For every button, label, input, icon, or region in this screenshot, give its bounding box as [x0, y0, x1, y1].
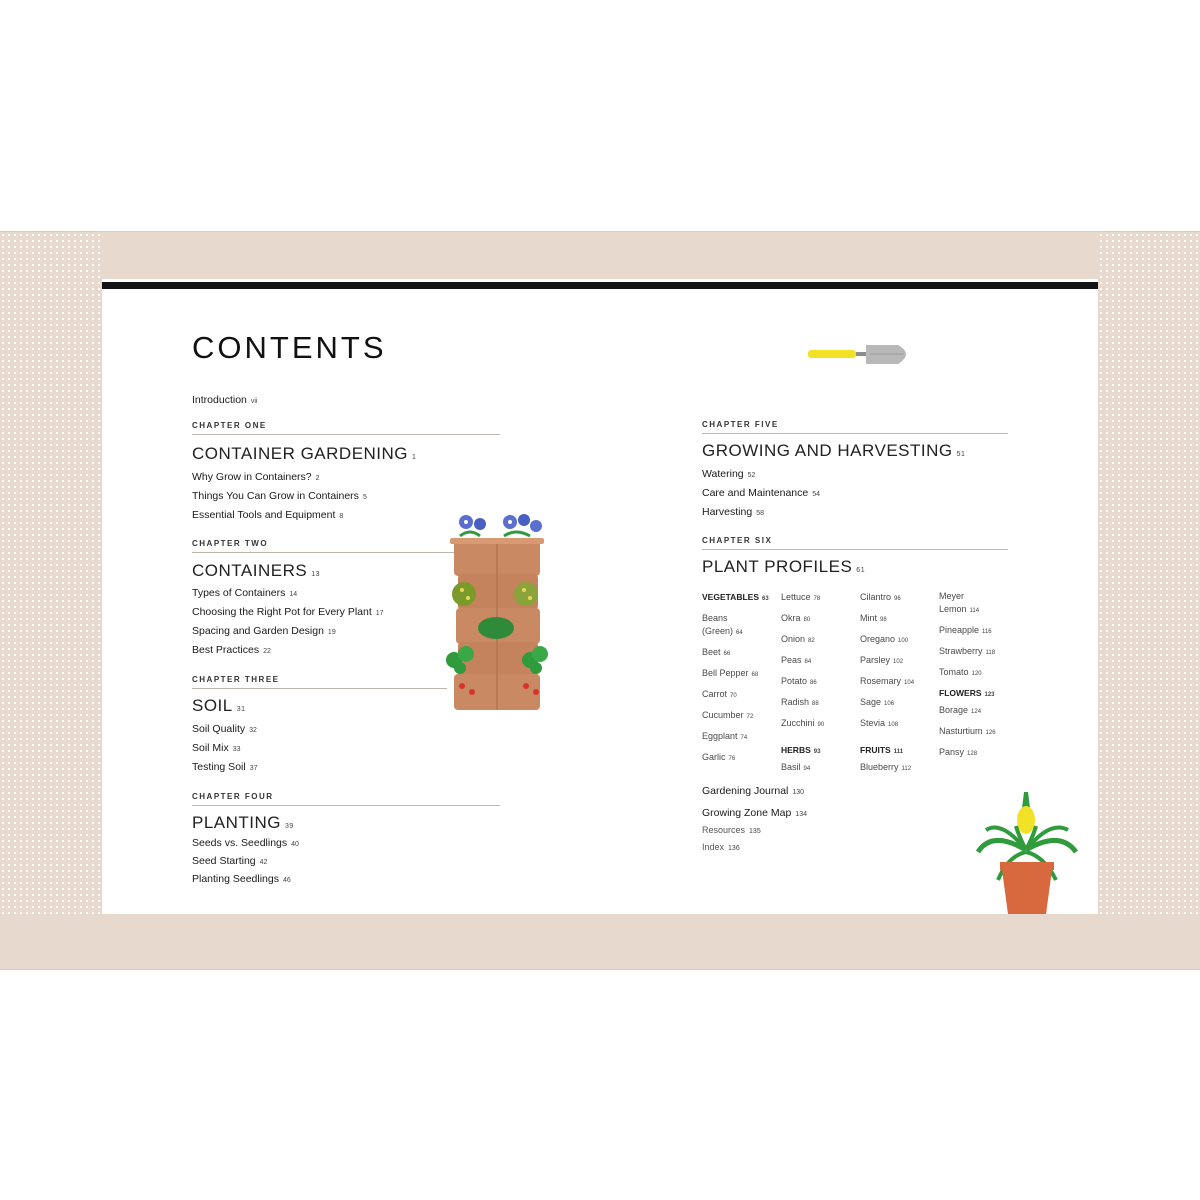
plant-entry[interactable] — [702, 626, 769, 639]
plant-entry[interactable] — [702, 727, 769, 748]
chapter-page: 31 — [236, 706, 246, 713]
entry-label: Pansy — [939, 747, 965, 757]
toc-entry[interactable] — [192, 837, 299, 849]
entry-label: Seed Starting — [192, 855, 256, 867]
chapter-title[interactable] — [192, 813, 294, 833]
entry-label: Index — [702, 842, 725, 852]
chapter-title[interactable] — [702, 557, 865, 577]
entry-page: 134 — [795, 811, 807, 818]
entry-page: 66 — [723, 651, 731, 657]
plant-entry[interactable] — [939, 604, 996, 617]
entry-page: 40 — [291, 841, 299, 848]
chapter-title-text: GROWING AND HARVESTING — [702, 441, 953, 460]
entry-label: Nasturtium — [939, 726, 983, 736]
entry-page: 80 — [803, 617, 811, 623]
entry-label: Peas — [781, 655, 802, 665]
entry-label: Harvesting — [702, 506, 753, 518]
toc-entry[interactable] — [702, 487, 820, 499]
plant-column-3 — [860, 588, 914, 779]
entry-page: 118 — [985, 650, 996, 656]
plant-entry[interactable] — [860, 693, 914, 714]
plant-entry[interactable] — [781, 693, 824, 714]
entry-label: Basil — [781, 762, 801, 772]
entry-page: 64 — [736, 630, 743, 636]
entry-label: Eggplant — [702, 731, 738, 741]
entry-page: 22 — [263, 648, 271, 655]
entry-page: 126 — [985, 730, 996, 736]
plant-entry[interactable] — [702, 643, 769, 664]
entry-page: 123 — [984, 692, 995, 698]
toc-entry[interactable] — [192, 606, 384, 618]
plant-entry[interactable] — [860, 588, 914, 609]
toc-entry[interactable] — [192, 490, 367, 502]
toc-entry[interactable] — [192, 873, 291, 885]
plant-entry[interactable] — [781, 714, 824, 735]
chapter-title-text: SOIL — [192, 696, 233, 715]
entry-page: 52 — [747, 472, 756, 479]
entry-page: 94 — [803, 766, 811, 772]
entry-page: 112 — [901, 766, 912, 772]
flowers-icon — [459, 514, 542, 536]
pineapple-icon — [1017, 792, 1035, 834]
entry-page: 106 — [884, 701, 895, 707]
entry-label: Choosing the Right Pot for Every Plant — [192, 606, 372, 618]
toc-entry[interactable] — [192, 644, 271, 656]
plant-column-4 — [939, 588, 996, 764]
chapter-title-text: PLANTING — [192, 813, 282, 832]
entry-label: Planting Seedlings — [192, 873, 279, 885]
plant-entry[interactable] — [781, 651, 824, 672]
chapter-title[interactable] — [702, 441, 965, 461]
entry-label: Beans — [702, 613, 728, 623]
plant-entry[interactable] — [702, 706, 769, 727]
entry-page: 93 — [813, 749, 821, 755]
entry-label: Beet — [702, 647, 721, 657]
toc-entry[interactable] — [192, 723, 257, 735]
entry-label: Zucchini — [781, 718, 815, 728]
top-band — [0, 232, 1200, 279]
plant-entry[interactable] — [702, 685, 769, 706]
entry-label: Radish — [781, 697, 810, 707]
entry-page: 46 — [282, 877, 291, 884]
chapter-title[interactable] — [192, 444, 416, 464]
entry-label: HERBS — [781, 745, 811, 755]
plant-entry[interactable] — [860, 714, 914, 735]
entry-label: Best Practices — [192, 644, 260, 656]
entry-page: 130 — [792, 789, 805, 796]
entry-label: Lettuce — [781, 592, 811, 602]
chapter-rule — [192, 805, 500, 806]
entry-label: Care and Maintenance — [702, 487, 809, 499]
chapter-page: 39 — [285, 823, 294, 830]
entry-page: 124 — [971, 709, 982, 715]
entry-label: Soil Quality — [192, 723, 246, 735]
terracotta-pot-icon — [1000, 862, 1054, 914]
entry-label: (Green) — [702, 626, 734, 636]
plant-column-2 — [781, 588, 824, 779]
plant-entry[interactable] — [860, 672, 914, 693]
entry-page: 2 — [315, 475, 320, 482]
entry-page: 84 — [804, 659, 812, 665]
chapter-page: 61 — [856, 567, 866, 574]
toc-entry[interactable] — [702, 506, 764, 518]
entry-label: Soil Mix — [192, 742, 229, 754]
entry-label: Watering — [702, 468, 744, 480]
entry-page: 104 — [904, 680, 915, 686]
backmatter-entry[interactable] — [702, 842, 740, 852]
plant-entry[interactable] — [939, 722, 996, 743]
entry-label: Cucumber — [702, 710, 744, 720]
garden-trowel-icon — [806, 342, 914, 368]
entry-label: Onion — [781, 634, 806, 644]
entry-page: 72 — [746, 714, 754, 720]
chapter-label: CHAPTER FIVE — [702, 420, 779, 429]
entry-page: 5 — [362, 494, 367, 501]
entry-label: Oregano — [860, 634, 896, 644]
entry-label: Strawberry — [939, 646, 983, 656]
plant-entry[interactable] — [860, 609, 914, 630]
chapter-page: 51 — [956, 451, 966, 458]
entry-label: Stevia — [860, 718, 886, 728]
chapter-label: CHAPTER TWO — [192, 539, 269, 548]
entry-page: 86 — [810, 680, 817, 686]
contents-title: CONTENTS — [192, 330, 387, 365]
entry-page: 32 — [249, 727, 257, 734]
entry-page: 135 — [749, 828, 761, 835]
entry-label: Why Grow in Containers? — [192, 471, 312, 483]
entry-label: VEGETABLES — [702, 592, 759, 602]
chapter-label: CHAPTER ONE — [192, 421, 267, 430]
entry-label: Tomato — [939, 667, 969, 677]
entry-page: 108 — [888, 722, 899, 728]
entry-page: 120 — [971, 671, 982, 677]
entry-page: 33 — [232, 746, 241, 753]
entry-label: FLOWERS — [939, 688, 982, 698]
entry-page: 54 — [812, 491, 821, 498]
bottom-band — [0, 914, 1200, 969]
chapter-page: 1 — [412, 454, 417, 461]
chapter-title-text: PLANT PROFILES — [702, 557, 853, 576]
entry-page: 111 — [893, 749, 904, 755]
entry-page: 37 — [249, 765, 258, 772]
entry-label: Okra — [781, 613, 801, 623]
plant-entry[interactable] — [781, 672, 824, 693]
entry-label: Mint — [860, 613, 878, 623]
entry-page: 136 — [728, 845, 740, 852]
toc-entry[interactable] — [192, 742, 241, 754]
chapter-title-text: CONTAINER GARDENING — [192, 444, 409, 463]
entry-page: 96 — [894, 596, 901, 602]
entry-page: 128 — [967, 751, 978, 757]
entry-label: Growing Zone Map — [702, 807, 792, 819]
chapter-rule — [702, 433, 1008, 434]
entry-page: 70 — [730, 693, 737, 699]
entry-label: Borage — [939, 705, 969, 715]
entry-label: Parsley — [860, 655, 891, 665]
entry-page: 76 — [728, 756, 736, 762]
toc-entry[interactable] — [702, 468, 755, 480]
entry-page: 19 — [327, 629, 336, 636]
backmatter-entry[interactable] — [702, 807, 807, 819]
toc-entry[interactable] — [192, 471, 320, 483]
plant-entry[interactable] — [702, 748, 769, 769]
plant-entry[interactable] — [860, 758, 914, 779]
plant-entry[interactable] — [781, 630, 824, 651]
plant-entry[interactable] — [702, 588, 769, 609]
chapter-label: CHAPTER FOUR — [192, 792, 274, 801]
entry-label: Things You Can Grow in Containers — [192, 490, 359, 502]
entry-page: 17 — [375, 610, 384, 617]
chapter-title-text: CONTAINERS — [192, 561, 308, 580]
left-dotted-margin — [0, 232, 102, 969]
entry-label: Garlic — [702, 752, 726, 762]
chapter-label: CHAPTER SIX — [702, 536, 773, 545]
entry-page: 116 — [982, 629, 992, 635]
toc-entry[interactable] — [192, 855, 267, 867]
toc-entry[interactable] — [192, 509, 343, 521]
toc-entry[interactable] — [192, 625, 336, 637]
plant-entry[interactable] — [860, 630, 914, 651]
entry-page: 74 — [740, 735, 748, 741]
toc-entry[interactable] — [192, 761, 258, 773]
chapter-title[interactable] — [192, 561, 320, 581]
backmatter-entry[interactable] — [702, 785, 804, 797]
entry-page: 114 — [969, 608, 980, 614]
plant-entry[interactable] — [939, 642, 996, 663]
entry-label: Cilantro — [860, 592, 892, 602]
toc-entry[interactable] — [192, 587, 297, 599]
entry-label: Seeds vs. Seedlings — [192, 837, 288, 849]
entry-page: 42 — [259, 859, 268, 866]
plant-entry[interactable] — [860, 651, 914, 672]
entry-label: Testing Soil — [192, 761, 246, 773]
entry-label: Sage — [860, 697, 882, 707]
plant-entry[interactable] — [939, 591, 996, 604]
potted-pineapple-illustration — [972, 790, 1082, 918]
entry-page: 98 — [880, 617, 887, 623]
entry-label: Introduction — [192, 394, 247, 406]
entry-label: Lemon — [939, 604, 967, 614]
entry-page: 58 — [756, 510, 764, 517]
backmatter-entry[interactable] — [702, 825, 761, 835]
entry-page: 102 — [893, 659, 904, 665]
chapter-rule — [702, 549, 1008, 550]
introduction-entry[interactable] — [192, 394, 258, 406]
top-black-rule — [0, 282, 1200, 289]
chapter-rule — [192, 434, 500, 435]
entry-page: 78 — [813, 596, 821, 602]
chapter-label: CHAPTER THREE — [192, 675, 280, 684]
entry-label: Potato — [781, 676, 808, 686]
entry-page: 90 — [817, 722, 825, 728]
entry-page: 8 — [339, 513, 344, 520]
chapter-page: 13 — [311, 571, 320, 578]
plant-entry[interactable] — [702, 664, 769, 685]
entry-label: Bell Pepper — [702, 668, 749, 678]
entry-label: Types of Containers — [192, 587, 286, 599]
entry-label: Rosemary — [860, 676, 902, 686]
entry-label: Essential Tools and Equipment — [192, 509, 336, 521]
entry-label: Carrot — [702, 689, 728, 699]
entry-label: Spacing and Garden Design — [192, 625, 324, 637]
entry-label: FRUITS — [860, 745, 891, 755]
entry-label: Meyer — [939, 591, 965, 601]
plant-entry[interactable] — [781, 609, 824, 630]
plant-entry[interactable] — [939, 743, 996, 764]
plant-entry[interactable] — [939, 663, 996, 684]
entry-page: 68 — [751, 672, 759, 678]
entry-page: 100 — [898, 638, 909, 644]
entry-page: vii — [250, 398, 258, 405]
chapter-title[interactable] — [192, 696, 246, 716]
entry-label: Gardening Journal — [702, 785, 789, 797]
entry-page: 88 — [812, 701, 819, 707]
plant-entry[interactable] — [939, 621, 996, 642]
entry-label: Blueberry — [860, 762, 899, 772]
entry-label: Resources — [702, 825, 746, 835]
plant-column-vegetables — [702, 588, 769, 769]
chapter-rule — [192, 688, 447, 689]
plant-entry[interactable] — [702, 613, 769, 626]
plant-entry[interactable] — [781, 588, 824, 609]
tower-planter-illustration — [440, 510, 555, 715]
entry-page: 82 — [808, 638, 815, 644]
right-dotted-margin — [1098, 232, 1200, 969]
entry-page: 14 — [289, 591, 298, 598]
entry-label: Pineapple — [939, 625, 980, 635]
entry-page: 63 — [762, 596, 769, 602]
